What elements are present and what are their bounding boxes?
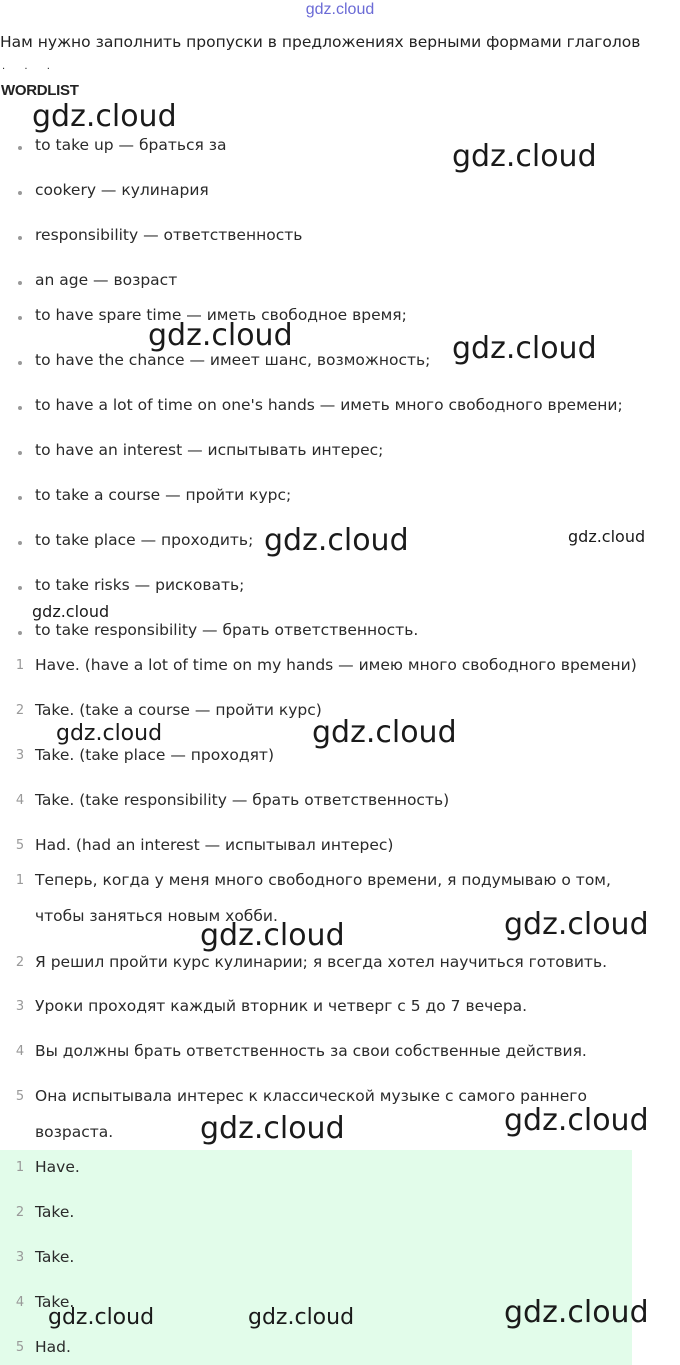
row-number: 5: [15, 838, 25, 853]
row-number: 4: [15, 793, 25, 808]
green-answer-box: [0, 1150, 632, 1365]
watermark: gdz.cloud: [504, 1103, 649, 1138]
answer-text: Had. (had an interest — испытывал интерес): [35, 836, 394, 854]
bullet-icon: [18, 236, 22, 240]
row-number: 5: [15, 1089, 25, 1104]
row-number: 2: [15, 1205, 25, 1220]
watermark: gdz.cloud: [504, 1295, 649, 1330]
bullet-icon: [18, 586, 22, 590]
watermark: gdz.cloud: [248, 1305, 355, 1330]
final-answer-text: Take.: [35, 1293, 75, 1311]
final-answer-text: Take.: [35, 1248, 75, 1266]
final-answer-text: Had.: [35, 1338, 71, 1356]
wordlist-item-text: to take place — проходить;: [35, 531, 254, 549]
watermark: gdz.cloud: [56, 721, 163, 746]
wordlist-item-text: to take a course — пройти курс;: [35, 486, 292, 504]
task-instruction: Нам нужно заполнить пропуски в предложениях верными формами глаголов: [0, 33, 641, 51]
bullet-icon: [18, 361, 22, 365]
watermark: gdz.cloud: [568, 527, 646, 546]
bullet-icon: [18, 191, 22, 195]
wordlist-item-text: to have an interest — испытывать интерес;: [35, 441, 384, 459]
wordlist-item-text: cookery — кулинария: [35, 181, 209, 199]
translation-line: Вы должны брать ответственность за свои собственные действия.: [35, 1042, 587, 1060]
watermark: gdz.cloud: [264, 523, 409, 558]
wordlist-item-text: an age — возраст: [35, 271, 178, 289]
row-number: 2: [15, 703, 25, 718]
row-number: 4: [15, 1044, 25, 1059]
row-number: 1: [15, 1160, 25, 1175]
row-number: 2: [15, 955, 25, 970]
wordlist-item-text: to take up — браться за: [35, 136, 227, 154]
translation-line: Теперь, когда у меня много свободного времени, я подумываю о том,: [35, 871, 611, 889]
wordlist-item-text: to take risks — рисковать;: [35, 576, 245, 594]
watermark: gdz.cloud: [32, 602, 110, 621]
watermark: gdz.cloud: [48, 1305, 155, 1330]
wordlist-item-text: to take responsibility — брать ответственность.: [35, 621, 419, 639]
wordlist-item-text: to have spare time — иметь свободное время;: [35, 306, 407, 324]
bullet-icon: [18, 316, 22, 320]
bullet-icon: [18, 451, 22, 455]
final-answer-text: Take.: [35, 1203, 75, 1221]
bullet-icon: [18, 406, 22, 410]
site-watermark-top: gdz.cloud: [305, 1, 375, 18]
row-number: 5: [15, 1340, 25, 1355]
watermark: gdz.cloud: [148, 318, 293, 353]
row-number: 3: [15, 748, 25, 763]
bullet-icon: [18, 541, 22, 545]
watermark: gdz.cloud: [452, 331, 597, 366]
watermark: gdz.cloud: [32, 99, 177, 134]
translation-line: Уроки проходят каждый вторник и четверг с 5 до 7 вечера.: [35, 997, 528, 1015]
row-number: 3: [15, 999, 25, 1014]
answer-text: Take. (take a course — пройти курс): [35, 701, 322, 719]
translation-line: Она испытывала интерес к классической музыке с самого раннего: [35, 1087, 587, 1105]
watermark: gdz.cloud: [200, 918, 345, 953]
watermark: gdz.cloud: [200, 1111, 345, 1146]
row-number: 1: [15, 873, 25, 888]
row-number: 4: [15, 1295, 25, 1310]
wordlist-item-text: to have a lot of time on one's hands — иметь много свободного времени;: [35, 396, 623, 414]
bullet-icon: [18, 281, 22, 285]
row-number: 3: [15, 1250, 25, 1265]
watermark: gdz.cloud: [504, 907, 649, 942]
final-answer-text: Have.: [35, 1158, 80, 1176]
translation-line: возраста.: [35, 1123, 114, 1141]
bullet-icon: [18, 631, 22, 635]
watermark: gdz.cloud: [452, 139, 597, 174]
wordlist-item-text: to have the chance — имеет шанс, возможность;: [35, 351, 431, 369]
wordlist-item-text: responsibility — ответственность: [35, 226, 303, 244]
bullet-icon: [18, 496, 22, 500]
task-trailing-dots: . . .: [2, 61, 58, 72]
answer-text: Take. (take place — проходят): [35, 746, 275, 764]
answer-text: Take. (take responsibility — брать ответственность): [35, 791, 450, 809]
answer-text: Have. (have a lot of time on my hands — имею много свободного времени): [35, 656, 637, 674]
translation-line: чтобы заняться новым хобби.: [35, 907, 278, 925]
row-number: 1: [15, 658, 25, 673]
bullet-icon: [18, 146, 22, 150]
wordlist-heading: WORDLIST: [1, 82, 79, 99]
translation-line: Я решил пройти курс кулинарии; я всегда хотел научиться готовить.: [35, 953, 608, 971]
watermark: gdz.cloud: [312, 715, 457, 750]
